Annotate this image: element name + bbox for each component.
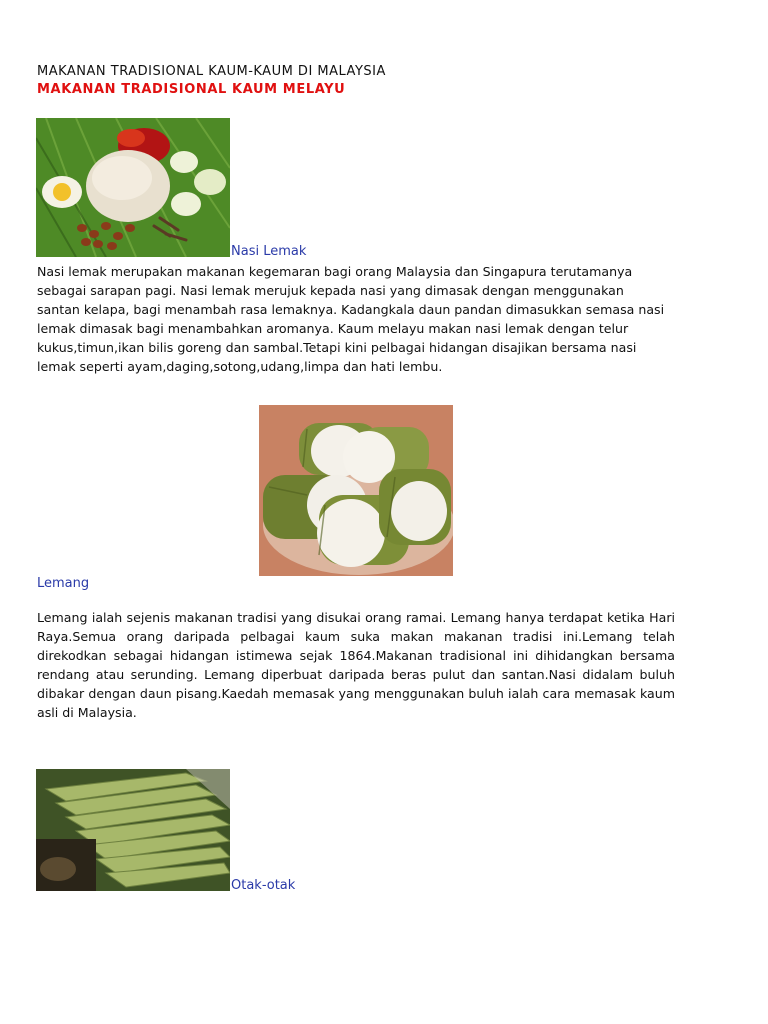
lemang-paragraph: Lemang ialah sejenis makanan tradisi yang disukai orang ramai. Lemang hanya terdapat ketika Hari Raya.Semua orang daripada pelbagai kaum suka makan makanan tradisi ini.Lemang telah direkodkan sebagai hidangan istimewa sejak 1864.Makanan tradisional ini dihidangkan bersama rendang atau serunding. Lemang diperbuat daripada beras pulut dan santan.Nasi didalam buluh dibakar dengan daun pisang.Kaedah memasak yang menggunakan buluh ialah cara memasak kaum asli di Malaysia. — [37, 610, 675, 720]
lemang-image — [259, 405, 453, 576]
otak-otak-image — [36, 769, 230, 891]
section-heading: MAKANAN TRADISIONAL KAUM MELAYU — [37, 82, 346, 97]
nasi-lemak-image — [36, 118, 230, 257]
otak-otak-caption: Otak-otak — [231, 878, 296, 893]
nasi-lemak-caption: Nasi Lemak — [231, 244, 307, 259]
page-title: MAKANAN TRADISIONAL KAUM-KAUM DI MALAYSIA — [37, 64, 386, 79]
nasi-lemak-paragraph: Nasi lemak merupakan makanan kegemaran bagi orang Malaysia dan Singapura terutamanya sebagai sarapan pagi. Nasi lemak merujuk kepada nasi yang dimasak dengan menggunakan santan kelapa, bagi menambah rasa lemaknya. Kadangkala daun pandan dimasukkan semasa nasi lemak dimasak bagi menambahkan aromanya. Kaum melayu makan nasi lemak dengan telur kukus,timun,ikan bilis goreng dan sambal.Tetapi kini pelbagai hidangan disajikan bersama nasi lemak seperti ayam,daging,sotong,udang,limpa dan hati lembu. — [37, 264, 665, 374]
lemang-caption: Lemang — [37, 576, 90, 591]
